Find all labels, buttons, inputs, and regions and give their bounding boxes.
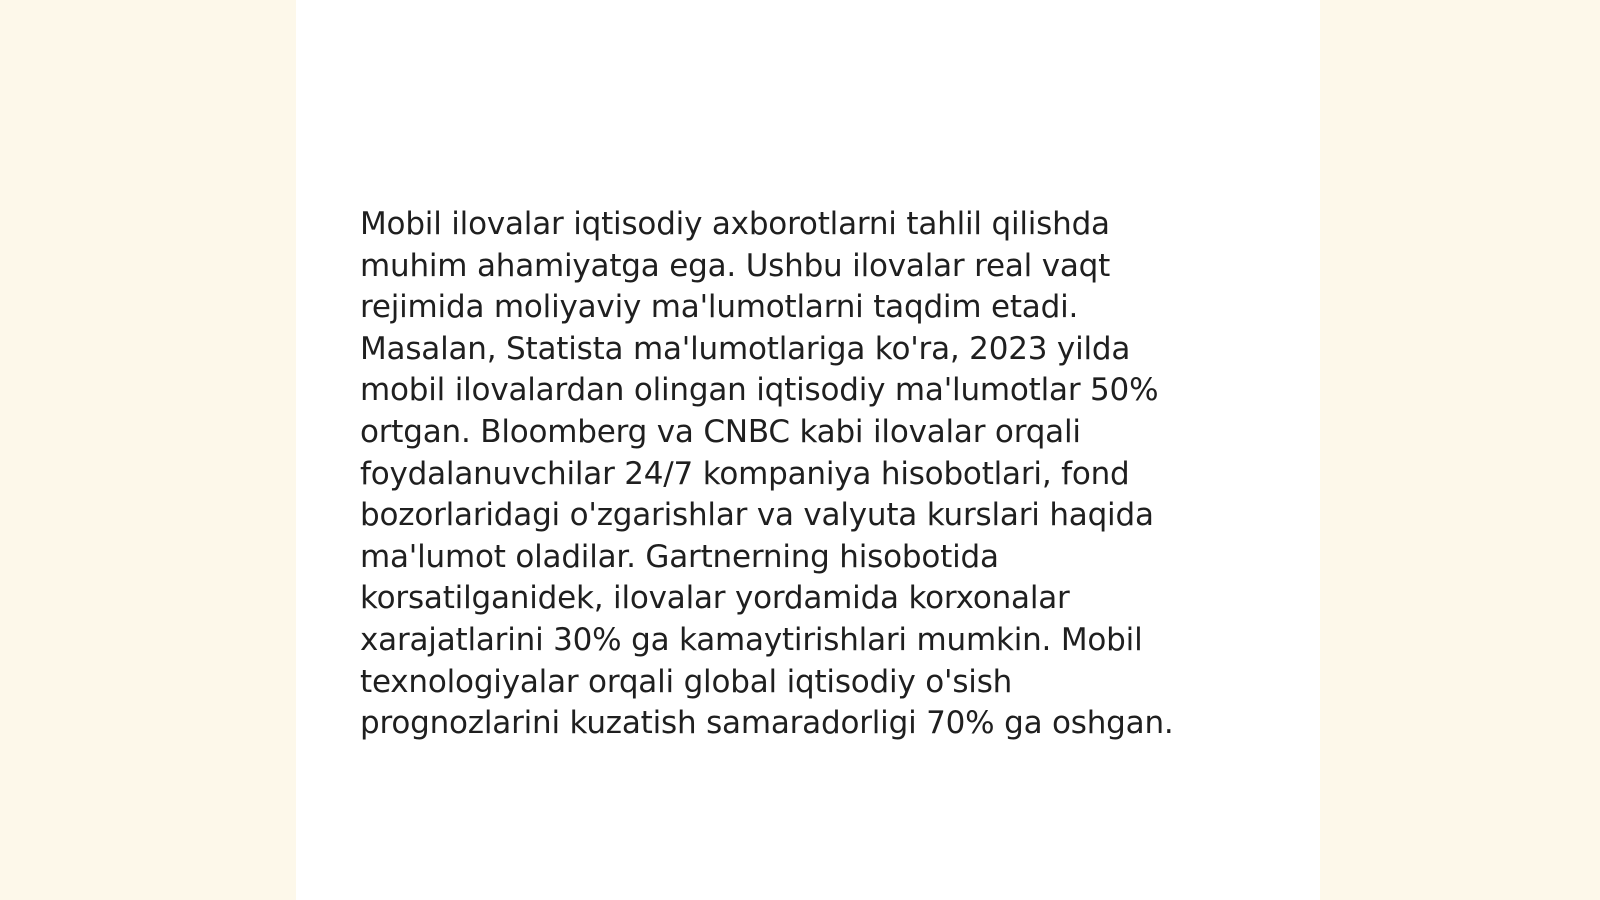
paragraph-line: texnologiyalar orqali global iqtisodiy o'sish [360, 663, 1013, 700]
paragraph-line: rejimida moliyaviy ma'lumotlarni taqdim etadi. [360, 289, 1079, 326]
paragraph-line: Mobil ilovalar iqtisodiy axborotlarni tahlil qilishda [360, 206, 1110, 242]
paragraph-line: xarajatlarini 30% ga kamaytirishlari mumkin. Mobil [360, 621, 1143, 658]
paragraph-line: ortgan. Bloomberg va CNBC kabi ilovalar orqali [360, 413, 1081, 450]
paragraph-line: korsatilganidek, ilovalar yordamida korxonalar [360, 580, 1070, 617]
paragraph-line: mobil ilovalardan olingan iqtisodiy ma'lumotlar 50% [360, 372, 1159, 409]
paragraph-line: bozorlaridagi o'zgarishlar va valyuta kurslari haqida [360, 497, 1154, 534]
paragraph-line: ma'lumot oladilar. Gartnerning hisobotida [360, 538, 999, 575]
paragraph-line: foydalanuvchilar 24/7 kompaniya hisobotlari, fond [360, 455, 1130, 492]
paragraph-line: prognozlarini kuzatish samaradorligi 70% ga oshgan. [360, 705, 1174, 742]
slide-content-card [296, 0, 1320, 900]
paragraph-line: Masalan, Statista ma'lumotlariga ko'ra, 2023 yilda [360, 330, 1131, 367]
paragraph-line: muhim ahamiyatga ega. Ushbu ilovalar real vaqt [360, 247, 1111, 284]
body-paragraph [360, 204, 1260, 745]
